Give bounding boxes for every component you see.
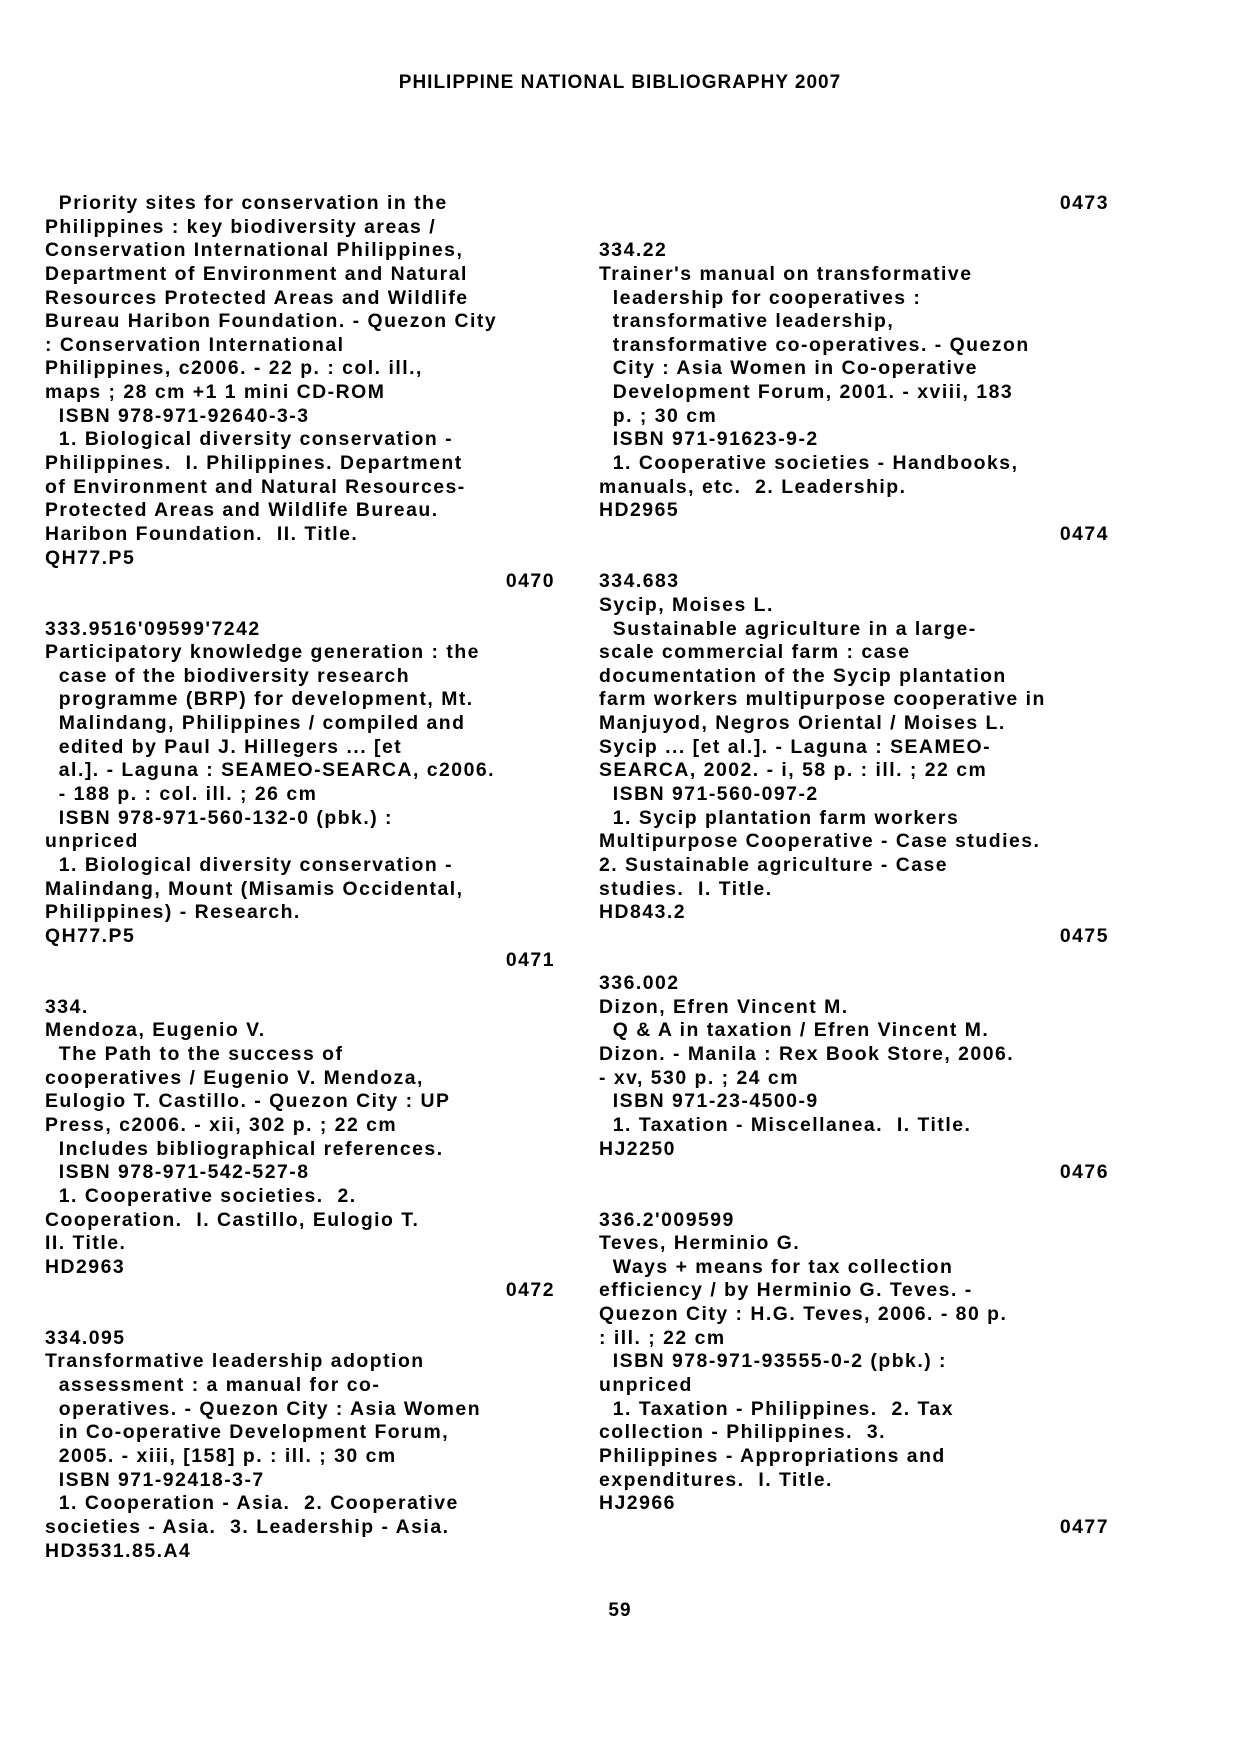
entry-line: Participatory knowledge generation : the [45,641,480,664]
entry-line: Malindang, Philippines / compiled and [45,712,466,735]
bibliography-entry [45,192,555,594]
entry-number: 0471 [505,948,555,971]
entry-line: 334. [45,995,89,1018]
entry-number: 0476 [1059,1161,1109,1184]
entry-line: Philippines : key biodiversity areas / [45,215,437,238]
entry-line: case of the biodiversity research [45,664,411,687]
entry-line: ISBN 971-92418-3-7 [45,1468,265,1491]
entry-line: City : Asia Women in Co-operative [599,357,978,380]
entry-line [599,216,1109,240]
entry-line: 2005. - xiii, [158] p. : ill. ; 30 cm [45,1444,397,1467]
bibliography-entry [599,216,1109,547]
page-number: 59 [608,1600,632,1621]
right-column [599,192,1109,1540]
entry-line: efficiency / by Herminio G. Teves. - [599,1279,973,1302]
entry-line: Haribon Foundation. II. Title. [45,522,359,545]
entry-line: ISBN 971-560-097-2 [599,783,819,806]
entry-line: cooperatives / Eugenio V. Mendoza, [45,1066,424,1089]
entry-line: Includes bibliographical references. [45,1137,444,1160]
entry-line [45,972,555,996]
entry-line: Multipurpose Cooperative - Case studies. [599,830,1041,853]
entry-line: Sycip ... [et al.]. - Laguna : SEAMEO- [599,735,992,758]
entry-line: Conservation International Philippines, [45,239,464,262]
entry-line: documentation of the Sycip plantation [599,664,1007,687]
entry-line [599,1185,1109,1209]
entry-line: Transformative leadership adoption [45,1350,425,1373]
left-column [45,192,555,1563]
entry-line: HJ2250 [599,1137,676,1160]
bibliography-entry [599,1185,1109,1540]
entry-line: 1. Taxation - Miscellanea. I. Title. [599,1113,972,1136]
entry-line: II. Title. [45,1232,127,1255]
entry-number: 0472 [505,1279,555,1302]
entry-number: 0477 [1059,1515,1109,1538]
entry-line: Sycip, Moises L. [599,593,774,616]
entry-line: collection - Philippines. 3. [599,1421,887,1444]
entry-line: manuals, etc. 2. Leadership. [599,475,907,498]
entry-line: 336.2'009599 [599,1208,735,1231]
entry-line: 2. Sustainable agriculture - Case [599,853,949,876]
entry-line: p. ; 30 cm [599,404,718,427]
entry-line: Manjuyod, Negros Oriental / Moises L. [599,712,1006,735]
entry-line: 334.22 [599,239,668,262]
entry-line: Philippines, c2006. - 22 p. : col. ill., [45,357,423,380]
entry-line: Sustainable agriculture in a large- [599,617,977,640]
entry-line: Development Forum, 2001. - xviii, 183 [599,381,1014,404]
bibliography-entry [45,594,555,972]
bibliography-entry [599,192,1109,216]
entry-line: farm workers multipurpose cooperative in [599,688,1046,711]
entry-number: 0475 [1059,924,1109,947]
entry-line: Philippines) - Research. [45,901,301,924]
entry-line: 333.9516'09599'7242 [45,617,261,640]
entry-line: ISBN 971-23-4500-9 [599,1090,819,1113]
entry-line: HD3531.85.A4 [45,1539,192,1562]
bibliography-entry [599,547,1109,949]
entry-line: studies. I. Title. [599,877,773,900]
entry-line: expenditures. I. Title. [599,1468,833,1491]
entry-line: leadership for cooperatives : [599,286,922,309]
entry-line: 334.095 [45,1326,126,1349]
entry-number: 0470 [505,570,555,593]
entry-line: al.]. - Laguna : SEAMEO-SEARCA, c2006. [45,759,496,782]
entry-line: transformative co-operatives. - Quezon [599,333,1030,356]
entry-line: Resources Protected Areas and Wildlife [45,286,469,309]
entry-line: Cooperation. I. Castillo, Eulogio T. [45,1208,420,1231]
entry-line: in Co-operative Development Forum, [45,1421,450,1444]
entry-line: Q & A in taxation / Efren Vincent M. [599,1019,990,1042]
entry-line: ISBN 978-971-92640-3-3 [45,404,310,427]
entry-line: 336.002 [599,972,680,995]
entry-line: 1. Cooperative societies. 2. [45,1184,357,1207]
entry-line: 1. Cooperation - Asia. 2. Cooperative [45,1492,459,1515]
entry-line: Department of Environment and Natural [45,262,468,285]
entry-line: maps ; 28 cm +1 1 mini CD-ROM [45,381,386,404]
entry-line: operatives. - Quezon City : Asia Women [45,1397,482,1420]
entry-line: QH77.P5 [45,546,136,569]
entry-line: ISBN 971-91623-9-2 [599,428,819,451]
entry-line: Teves, Herminio G. [599,1232,801,1255]
entry-line: The Path to the success of [45,1043,344,1066]
entry-line [599,547,1109,571]
entry-line [45,1303,555,1327]
entry-line: Press, c2006. - xii, 302 p. ; 22 cm [45,1113,398,1136]
entry-line: SEARCA, 2002. - i, 58 p. : ill. ; 22 cm [599,759,988,782]
entry-line: ISBN 978-971-93555-0-2 (pbk.) : [599,1350,948,1373]
bibliography-entry [599,949,1109,1185]
entry-line: 1. Biological diversity conservation - [45,428,454,451]
entry-line: transformative leadership, [599,310,895,333]
entry-number: 0473 [1059,192,1109,214]
entry-line [45,594,555,618]
entry-line: Philippines - Appropriations and [599,1444,946,1467]
page-header-title: PHILIPPINE NATIONAL BIBLIOGRAPHY 2007 [398,72,842,93]
entry-line: Dizon, Efren Vincent M. [599,995,849,1018]
entry-line: HD2965 [599,499,680,522]
entry-line: Mendoza, Eugenio V. [45,1019,266,1042]
entry-line: edited by Paul J. Hillegers ... [et [45,735,403,758]
entry-number: 0474 [1059,522,1109,545]
entry-line: Dizon. - Manila : Rex Book Store, 2006. [599,1043,1015,1066]
entry-line: 1. Cooperative societies - Handbooks, [599,452,1019,475]
entry-line: scale commercial farm : case [599,641,911,664]
entry-line: : Conservation International [45,333,345,356]
entry-line: Trainer's manual on transformative [599,262,973,285]
bibliography-entry [45,1303,555,1563]
entry-line: HD2963 [45,1255,126,1278]
entry-line: 1. Biological diversity conservation - [45,853,454,876]
entry-line [599,949,1109,973]
entry-line: Bureau Haribon Foundation. - Quezon City [45,310,498,333]
entry-line: 334.683 [599,570,680,593]
entry-line: of Environment and Natural Resources- [45,475,466,498]
entry-line: Malindang, Mount (Misamis Occidental, [45,877,464,900]
entry-line: Protected Areas and Wildlife Bureau. [45,499,439,522]
entry-line: 1. Sycip plantation farm workers [599,806,960,829]
bibliography-entry [45,972,555,1303]
entry-line: Eulogio T. Castillo. - Quezon City : UP [45,1090,451,1113]
entry-line: societies - Asia. 3. Leadership - Asia. [45,1515,450,1538]
entry-line: HJ2966 [599,1492,676,1515]
entry-line: HD843.2 [599,901,687,924]
entry-line: unpriced [599,1374,693,1397]
entry-line: programme (BRP) for development, Mt. [45,688,474,711]
entry-line: Philippines. I. Philippines. Department [45,452,463,475]
entry-line: ISBN 978-971-542-527-8 [45,1161,310,1184]
entry-line: Priority sites for conservation in the [45,192,448,214]
entry-line: unpriced [45,830,139,853]
entry-line: ISBN 978-971-560-132-0 (pbk.) : [45,806,394,829]
entry-line: Quezon City : H.G. Teves, 2006. - 80 p. [599,1303,1008,1326]
entry-line: - 188 p. : col. ill. ; 26 cm [45,783,318,806]
entry-line: QH77.P5 [45,924,136,947]
entry-line: 1. Taxation - Philippines. 2. Tax [599,1397,954,1420]
entry-line: : ill. ; 22 cm [599,1326,726,1349]
entry-line: Ways + means for tax collection [599,1255,954,1278]
entry-line: - xv, 530 p. ; 24 cm [599,1066,799,1089]
entry-line: assessment : a manual for co- [45,1374,381,1397]
